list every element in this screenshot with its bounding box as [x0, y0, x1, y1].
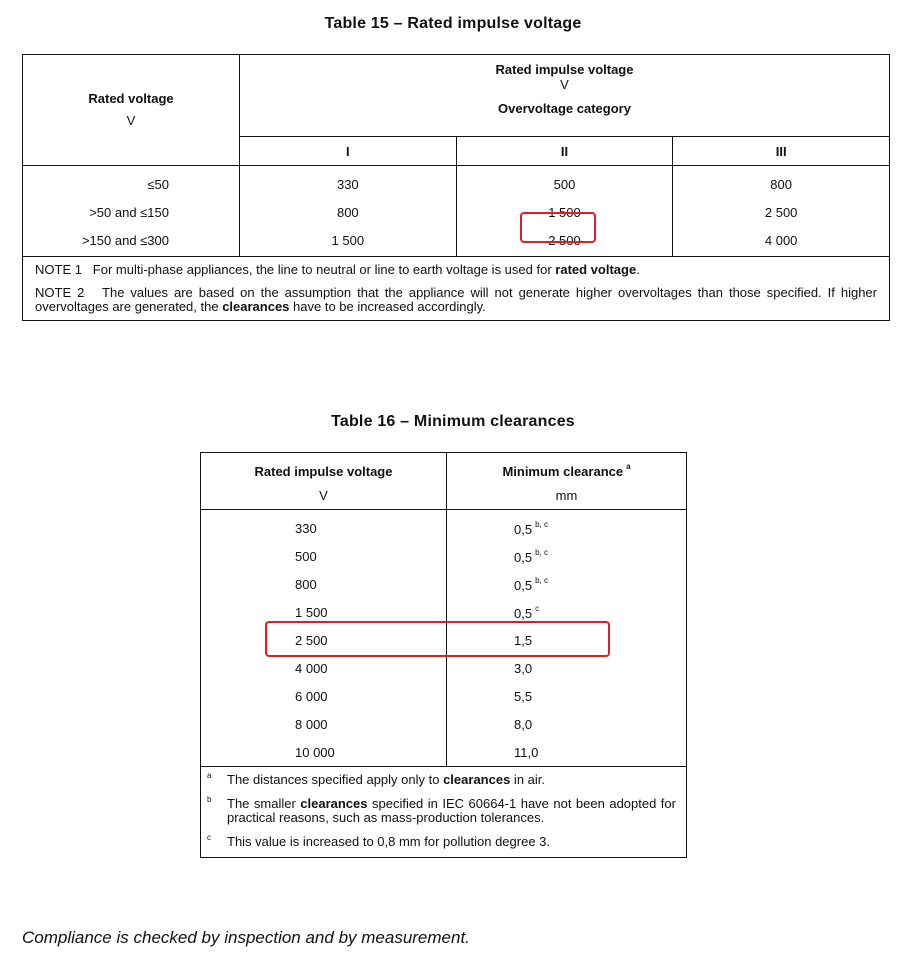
impulse-voltage-cell: 800: [336, 204, 359, 220]
footnote-bold: clearances: [300, 796, 368, 811]
table-row: [23, 198, 890, 226]
impulse-voltage-cell: 1 500: [331, 232, 365, 248]
footnote-a: [207, 773, 676, 787]
footnote-ref: b, c: [535, 575, 548, 585]
highlight-box-table-15: [520, 212, 596, 243]
header-clearance-unit: mm: [447, 481, 687, 510]
header-rated-impulse-voltage: [240, 55, 890, 137]
footnote-text-part: The smaller: [227, 796, 301, 811]
footnote-b: [207, 797, 676, 825]
clearance-cell: [447, 710, 687, 738]
footnote-text: [227, 797, 676, 825]
table-15-notes: [23, 257, 890, 321]
clearance-value: 0,5: [514, 605, 533, 621]
table-row: [201, 710, 687, 738]
voltage-cell: 4 000: [201, 654, 447, 682]
voltage-cell: 10 000: [201, 738, 447, 767]
table-row: [201, 510, 687, 543]
footnote-text-part: This value is increased to 0,8 mm for pollution degree 3.: [227, 834, 551, 849]
clearance-value: 8,0: [514, 716, 533, 732]
footnote-mark: a: [207, 771, 212, 780]
note-2-bold: clearances: [222, 299, 290, 314]
category-i: I: [240, 137, 457, 166]
voltage-cell: 1 500: [201, 598, 447, 626]
header-riv-unit: V: [560, 77, 569, 92]
clearance-cell: [447, 682, 687, 710]
clearance-cell: [447, 738, 687, 767]
footnote-ref: b, c: [535, 519, 548, 529]
header-riv-label: Rated impulse voltage: [495, 62, 634, 77]
note-1: [35, 263, 877, 277]
impulse-voltage-cell: 500: [456, 166, 673, 199]
impulse-voltage-cell-highlighted: 2 500: [456, 226, 673, 257]
impulse-voltage-cell: 330: [336, 176, 359, 192]
rated-voltage-cell: ≤50: [23, 166, 240, 199]
clearance-value: 0,5: [514, 521, 533, 537]
header-voltage-unit: V: [201, 481, 447, 510]
table-row: [201, 542, 687, 570]
header-overvoltage-category: Overvoltage category: [498, 101, 631, 116]
footnote-c: [207, 835, 676, 849]
clearance-cell: [447, 542, 687, 570]
table-row: [23, 226, 890, 257]
table-row: [201, 570, 687, 598]
note-1-suffix: .: [636, 262, 640, 277]
footnote-text-part: The distances specified apply only to: [227, 772, 444, 787]
clearance-value: 1,5: [514, 632, 533, 648]
voltage-cell: 500: [201, 542, 447, 570]
clearance-value: 3,0: [514, 660, 533, 676]
table-row: [201, 654, 687, 682]
table-row: [201, 738, 687, 767]
footnote-mark: c: [207, 833, 211, 842]
category-ii: II: [456, 137, 673, 166]
footnote-ref: b, c: [535, 547, 548, 557]
clearance-value: 11,0: [514, 744, 539, 760]
impulse-voltage-cell: 800: [673, 166, 890, 199]
table-16-title: Table 16 – Minimum clearances: [331, 413, 575, 430]
table-row: [201, 682, 687, 710]
footnote-text: [227, 835, 676, 849]
highlight-box-table-16: [265, 621, 610, 657]
footnote-bold: clearances: [443, 772, 511, 787]
table-15: [22, 54, 890, 321]
footnote-ref: a: [626, 462, 631, 471]
clearance-value: 5,5: [514, 688, 533, 704]
voltage-cell: 800: [201, 570, 447, 598]
impulse-voltage-cell: 4 000: [673, 226, 890, 257]
clearance-value: 0,5: [514, 549, 533, 565]
voltage-cell: 2 500: [201, 626, 447, 654]
footnote-mark: b: [207, 795, 212, 804]
header-rated-voltage: [23, 55, 240, 166]
footnote-ref: c: [535, 603, 540, 613]
rated-voltage-cell: >50 and ≤150: [23, 198, 240, 226]
clearance-value: 0,5: [514, 577, 533, 593]
compliance-statement: Compliance is checked by inspection and by measurement.: [22, 928, 470, 947]
footnote-text-part: specified in IEC 60664-1 have not been adopted for practical reasons, such as mass-production tolerances.: [227, 796, 676, 825]
note-1-text: NOTE 1 For multi-phase appliances, the line to neutral or line to earth voltage is used for: [35, 262, 556, 277]
impulse-voltage-cell: 2 500: [673, 198, 890, 226]
voltage-cell: 330: [201, 510, 447, 543]
footnote-text: [227, 773, 676, 787]
note-2-suffix: have to be increased accordingly.: [289, 299, 486, 314]
table-row: [23, 166, 890, 199]
impulse-voltage-cell: 1 500: [456, 198, 673, 226]
table-15-title: Table 15 – Rated impulse voltage: [324, 15, 582, 32]
clearance-cell: [447, 570, 687, 598]
header-rated-voltage-unit: V: [126, 113, 136, 128]
footnote-text-part: in air.: [510, 772, 545, 787]
note-2-text: NOTE 2 The values are based on the assumption that the appliance will not generate higher overvoltages than those specified. If higher overvoltages are generated, the: [35, 285, 881, 314]
voltage-cell: 8 000: [201, 710, 447, 738]
clearance-cell: [447, 510, 687, 543]
note-2: [35, 285, 881, 314]
rated-voltage-cell: >150 and ≤300: [23, 226, 240, 257]
header-minimum-clearance: [447, 453, 687, 482]
category-iii: III: [673, 137, 890, 166]
header-rated-impulse-voltage: Rated impulse voltage: [201, 453, 447, 482]
header-minimum-clearance-label: Minimum clearance: [502, 464, 624, 479]
clearance-cell: [447, 654, 687, 682]
table-16-footnotes: [201, 767, 687, 858]
header-rated-voltage-label: Rated voltage: [88, 91, 174, 106]
voltage-cell: 6 000: [201, 682, 447, 710]
note-1-bold: rated voltage: [555, 262, 637, 277]
